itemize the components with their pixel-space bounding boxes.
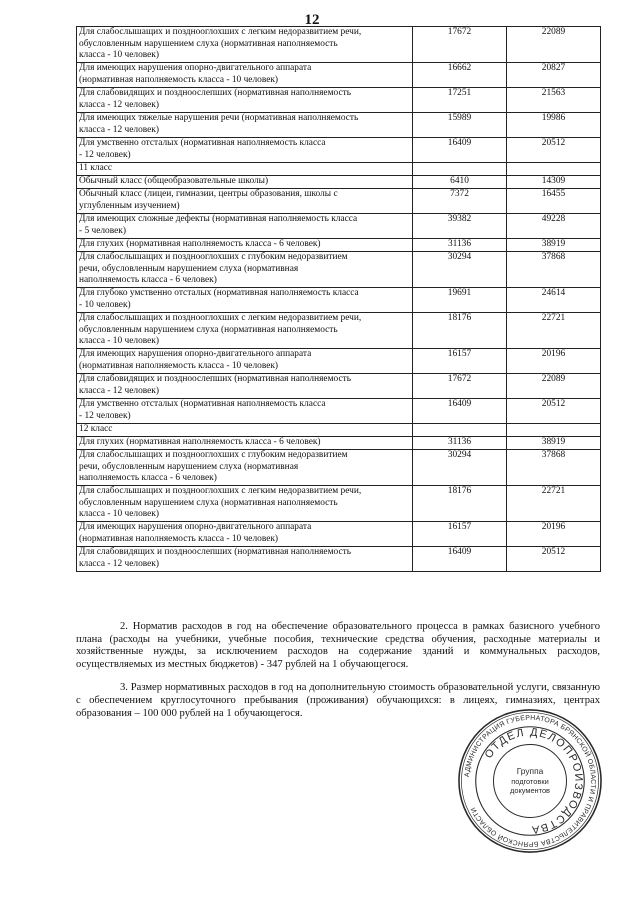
value-cell-1: 16157 <box>413 349 507 374</box>
value-cell-2: 21563 <box>507 88 601 113</box>
table-row <box>77 349 601 374</box>
value-cell-1: 17251 <box>413 88 507 113</box>
table-row <box>77 522 601 547</box>
row-label: Обычный класс (лицеи, гимназии, центры образования, школы с углубленным изучением) <box>77 189 413 214</box>
value-cell-1: 16409 <box>413 138 507 163</box>
value-cell-2: 49228 <box>507 214 601 239</box>
value-cell-2: 14309 <box>507 176 601 189</box>
value-cell-2: 20827 <box>507 63 601 88</box>
value-cell-1: 39382 <box>413 214 507 239</box>
table-row <box>77 239 601 252</box>
row-label: Для слабовидящих и поздноослепших (нормативная наполняемость класса - 12 человек) <box>77 88 413 113</box>
value-cell-2: 24614 <box>507 288 601 313</box>
value-cell-1 <box>413 424 507 437</box>
row-label: Для глухих (нормативная наполняемость класса - 6 человек) <box>77 239 413 252</box>
table-row <box>77 437 601 450</box>
value-cell-1: 19691 <box>413 288 507 313</box>
row-label: Обычный класс (общеобразовательные школы) <box>77 176 413 189</box>
value-cell-2: 20196 <box>507 349 601 374</box>
table-row <box>77 486 601 522</box>
table-row <box>77 138 601 163</box>
value-cell-1 <box>413 163 507 176</box>
value-cell-1: 16157 <box>413 522 507 547</box>
row-label: Для умственно отсталых (нормативная наполняемость класса - 12 человек) <box>77 399 413 424</box>
value-cell-2: 19986 <box>507 113 601 138</box>
row-label: Для слабослышащих и позднооглохших с легким недоразвитием речи, обусловленным нарушением слуха (нормативная наполняемость класса - 10 человек) <box>77 27 413 63</box>
value-cell-2: 38919 <box>507 239 601 252</box>
row-label: Для слабослышащих и позднооглохших с глубоким недоразвитием речи, обусловленным нарушением слуха (нормативная наполняемость класса - 6 человек) <box>77 450 413 486</box>
row-label: Для слабослышащих и позднооглохших с легким недоразвитием речи, обусловленным нарушением слуха (нормативная наполняемость класса - 10 человек) <box>77 313 413 349</box>
value-cell-2: 20196 <box>507 522 601 547</box>
table-row <box>77 374 601 399</box>
page-number: 12 <box>304 12 320 28</box>
value-cell-2: 22089 <box>507 27 601 63</box>
table-row <box>77 113 601 138</box>
row-label: Для глубоко умственно отсталых (нормативная наполняемость класса - 10 человек) <box>77 288 413 313</box>
row-label: 11 класс <box>77 163 413 176</box>
value-cell-1: 17672 <box>413 27 507 63</box>
value-cell-1: 31136 <box>413 239 507 252</box>
stamp-inner-text: ОТДЕЛ ДЕЛОПРОИЗВОДСТВА <box>482 726 585 836</box>
table-row <box>77 88 601 113</box>
norms-table <box>76 26 601 572</box>
value-cell-2 <box>507 163 601 176</box>
table-row <box>77 424 601 437</box>
value-cell-1: 17672 <box>413 374 507 399</box>
table-row <box>77 163 601 176</box>
value-cell-2: 22721 <box>507 313 601 349</box>
table-row <box>77 313 601 349</box>
value-cell-2: 37868 <box>507 252 601 288</box>
value-cell-2: 20512 <box>507 138 601 163</box>
value-cell-1: 6410 <box>413 176 507 189</box>
value-cell-1: 16409 <box>413 547 507 572</box>
value-cell-2 <box>507 424 601 437</box>
value-cell-2: 16455 <box>507 189 601 214</box>
row-label: Для имеющих нарушения опорно-двигательного аппарата (нормативная наполняемость класса - 10 человек) <box>77 63 413 88</box>
value-cell-2: 20512 <box>507 399 601 424</box>
paragraph-2: 2. Норматив расходов в год на обеспечение образовательного процесса в рамках базисного учебного плана (расходы на учебники, учебные пособия, технические средства обучения, расходные материалы и хозяйственные нужды, за исключением расходов на содержание зданий и коммунальных расходов, осуществляемых из местных бюджетов) - 347 рублей на 1 обучающегося. <box>76 621 600 670</box>
official-stamp <box>456 707 604 855</box>
table-row <box>77 27 601 63</box>
table-row <box>77 252 601 288</box>
stamp-center-line-1: Группа <box>516 766 544 777</box>
row-label: Для имеющих сложные дефекты (нормативная наполняемость класса - 5 человек) <box>77 214 413 239</box>
row-label: 12 класс <box>77 424 413 437</box>
row-label: Для слабовидящих и поздноослепших (нормативная наполняемость класса - 12 человек) <box>77 374 413 399</box>
table-row <box>77 176 601 189</box>
value-cell-1: 16662 <box>413 63 507 88</box>
stamp-center-line-3: документов <box>510 785 550 795</box>
row-label: Для умственно отсталых (нормативная наполняемость класса - 12 человек) <box>77 138 413 163</box>
value-cell-1: 18176 <box>413 486 507 522</box>
table-row <box>77 450 601 486</box>
value-cell-1: 30294 <box>413 252 507 288</box>
table-row <box>77 189 601 214</box>
paragraph-3: 3. Размер нормативных расходов в год на дополнительную стоимость образовательной услуги, связанную с обеспечением круглосуточного пребывания (проживания) обучающихся: в лицеях, гимназиях, центрах образования – 100 000 рублей на 1 обучающегося. <box>76 682 600 719</box>
value-cell-1: 7372 <box>413 189 507 214</box>
norms-table-body <box>77 27 601 572</box>
value-cell-2: 22721 <box>507 486 601 522</box>
table-row <box>77 63 601 88</box>
row-label: Для слабовидящих и поздноослепших (нормативная наполняемость класса - 12 человек) <box>77 547 413 572</box>
value-cell-1: 30294 <box>413 450 507 486</box>
row-label: Для слабослышащих и позднооглохших с легким недоразвитием речи, обусловленным нарушением слуха (нормативная наполняемость класса - 10 человек) <box>77 486 413 522</box>
value-cell-1: 16409 <box>413 399 507 424</box>
row-label: Для имеющих нарушения опорно-двигательного аппарата (нормативная наполняемость класса - 10 человек) <box>77 522 413 547</box>
row-label: Для имеющих нарушения опорно-двигательного аппарата (нормативная наполняемость класса - 10 человек) <box>77 349 413 374</box>
table-row <box>77 547 601 572</box>
value-cell-2: 38919 <box>507 437 601 450</box>
row-label: Для глухих (нормативная наполняемость класса - 6 человек) <box>77 437 413 450</box>
stamp-outer-text: АДМИНИСТРАЦИЯ ГУБЕРНАТОРА БРЯНСКОЙ ОБЛАСТИ И ПРАВИТЕЛЬСТВА БРЯНСКОЙ ОБЛАСТИ <box>463 714 597 848</box>
row-label: Для имеющих тяжелые нарушения речи (нормативная наполняемость класса - 12 человек) <box>77 113 413 138</box>
value-cell-1: 15989 <box>413 113 507 138</box>
value-cell-1: 18176 <box>413 313 507 349</box>
stamp-center-line-2: подготовки <box>511 776 549 786</box>
table-row <box>77 399 601 424</box>
value-cell-1: 31136 <box>413 437 507 450</box>
value-cell-2: 20512 <box>507 547 601 572</box>
table-row <box>77 214 601 239</box>
table-row <box>77 288 601 313</box>
value-cell-2: 22089 <box>507 374 601 399</box>
value-cell-2: 37868 <box>507 450 601 486</box>
row-label: Для слабослышащих и позднооглохших с глубоким недоразвитием речи, обусловленным нарушением слуха (нормативная наполняемость класса - 6 человек) <box>77 252 413 288</box>
